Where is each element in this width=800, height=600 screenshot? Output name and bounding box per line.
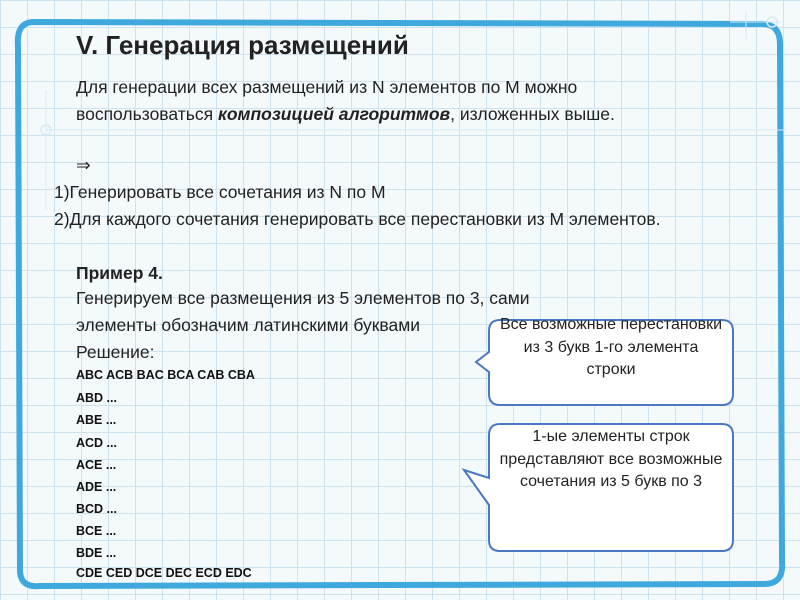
result-line: ABE ... [76,413,117,427]
step-2: 2)Для каждого сочетания генерировать все перестановки из M элементов. [54,209,661,229]
intro-emphasis: композицией алгоритмов [217,104,451,124]
callout-1-text: Все возможные перестановки из 3 букв 1-го элемента строки [499,316,723,378]
slide-title: V. Генерация размещений [76,30,409,60]
result-line: ADE ... [76,480,117,494]
result-line: ABC ACB BAC BCA CAB CBA [76,368,255,382]
result-line: CDE CED DCE DEC ECD EDC [76,566,252,580]
step-1: 1)Генерировать все сочетания из N по M [54,182,386,202]
intro-text-end: , изложенных выше. [450,104,615,124]
result-line: ABD ... [76,391,117,405]
solution-label: Решение: [76,342,155,362]
result-line: ACD ... [76,436,117,450]
result-line: BCD ... [76,502,117,516]
intro-text: Для генерации всех размещений из N элементов по M можно воспользоваться [76,77,578,124]
callout-2-text: 1-ые элементы строк представляют все возможные сочетания из 5 букв по 3 [499,428,723,490]
result-line: BDE ... [76,546,117,560]
example-task: Генерируем все размещения из 5 элементов по 3, сами элементы обозначим латинскими буквами [76,288,530,335]
implies-arrow: ⇒ [76,155,91,175]
result-line: BCE ... [76,524,117,538]
result-line: ACE ... [76,458,117,472]
example-heading: Пример 4. [76,263,163,283]
